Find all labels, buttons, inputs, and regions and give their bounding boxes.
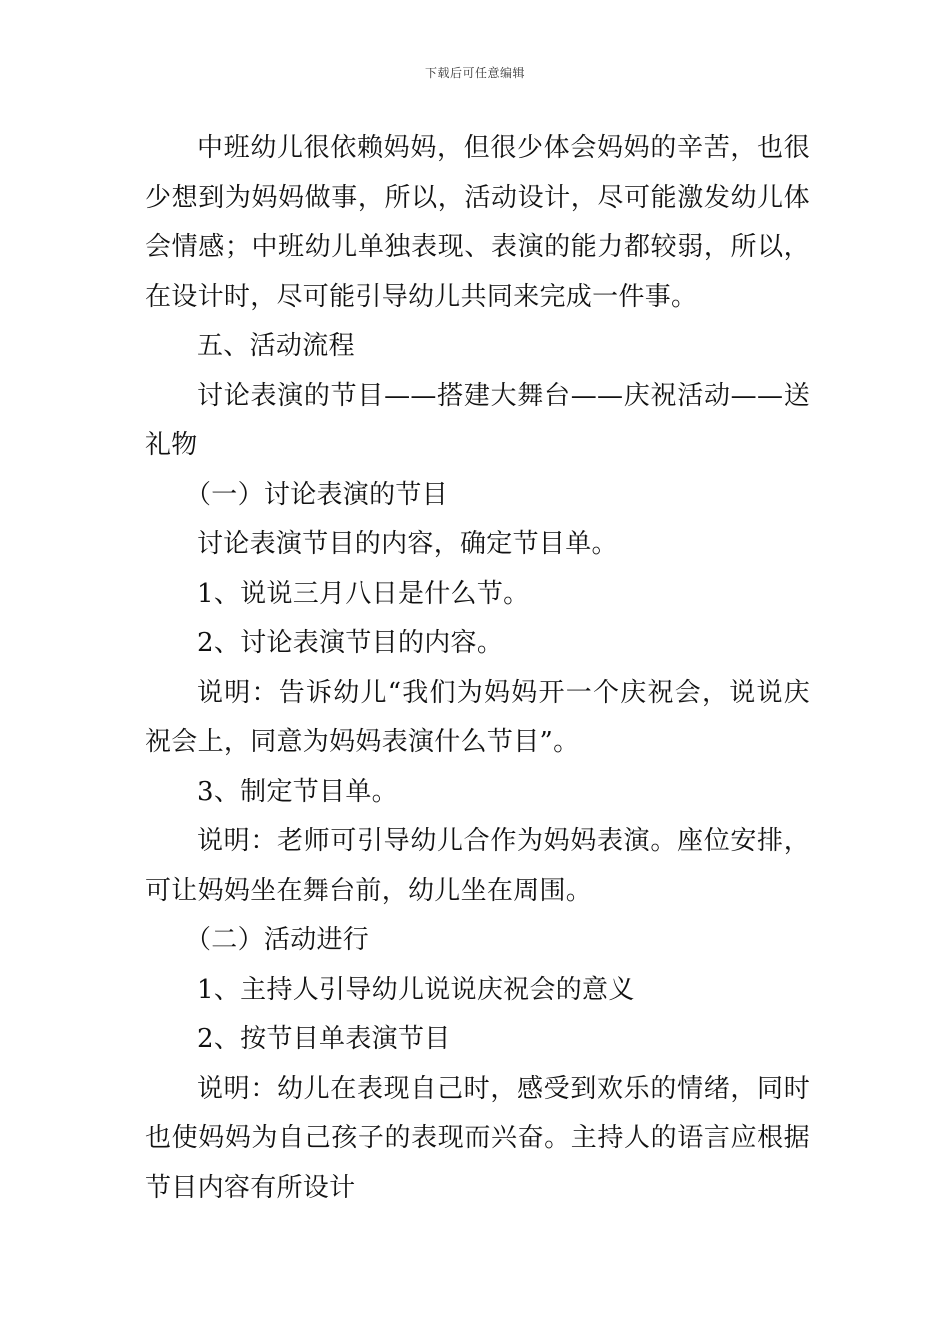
list-item-3: 3、制定节目单。	[197, 776, 398, 807]
document-body	[145, 124, 810, 1213]
header-note: 下载后可任意编辑	[424, 66, 525, 80]
paragraph-discuss-content: 讨论表演节目的内容，确定节目单。	[197, 529, 618, 559]
paragraph-intro: 中班幼儿很依赖妈妈，但很少体会妈妈的辛苦，也很少想到为妈妈做事，所以，活动设计，尽可能激发幼儿体会情感；中班幼儿单独表现、表演的能力都较弱，所以，在设计时，尽可能引导幼儿共同来完成一件事。	[145, 133, 810, 312]
paragraph-explanation-1: 说明：告诉幼儿“我们为妈妈开一个庆祝会，说说庆祝会上，同意为妈妈表演什么节目”。	[145, 677, 810, 757]
subheading-discuss-program: （一）讨论表演的节目	[185, 479, 449, 510]
paragraph-explanation-3: 说明：幼儿在表现自己时，感受到欢乐的情绪，同时也使妈妈为自己孩子的表现而兴奋。主持人的语言应根据节目内容有所设计	[145, 1073, 810, 1203]
list-item-perform: 2、按节目单表演节目	[197, 1024, 451, 1054]
subheading-activity-proceed: （二）活动进行	[185, 925, 370, 955]
list-item-2: 2、讨论表演节目的内容。	[197, 628, 504, 658]
heading-activity-flow: 五、活动流程	[197, 331, 355, 361]
paragraph-flow-steps: 讨论表演的节目——搭建大舞台——庆祝活动——送礼物	[145, 380, 810, 460]
list-item-1: 1、说说三月八日是什么节。	[197, 578, 530, 609]
list-item-host-intro: 1、主持人引导幼儿说说庆祝会的意义	[197, 974, 635, 1005]
paragraph-explanation-2: 说明：老师可引导幼儿合作为妈妈表演。座位安排，可让妈妈坐在舞台前，幼儿坐在周围。	[145, 826, 810, 906]
